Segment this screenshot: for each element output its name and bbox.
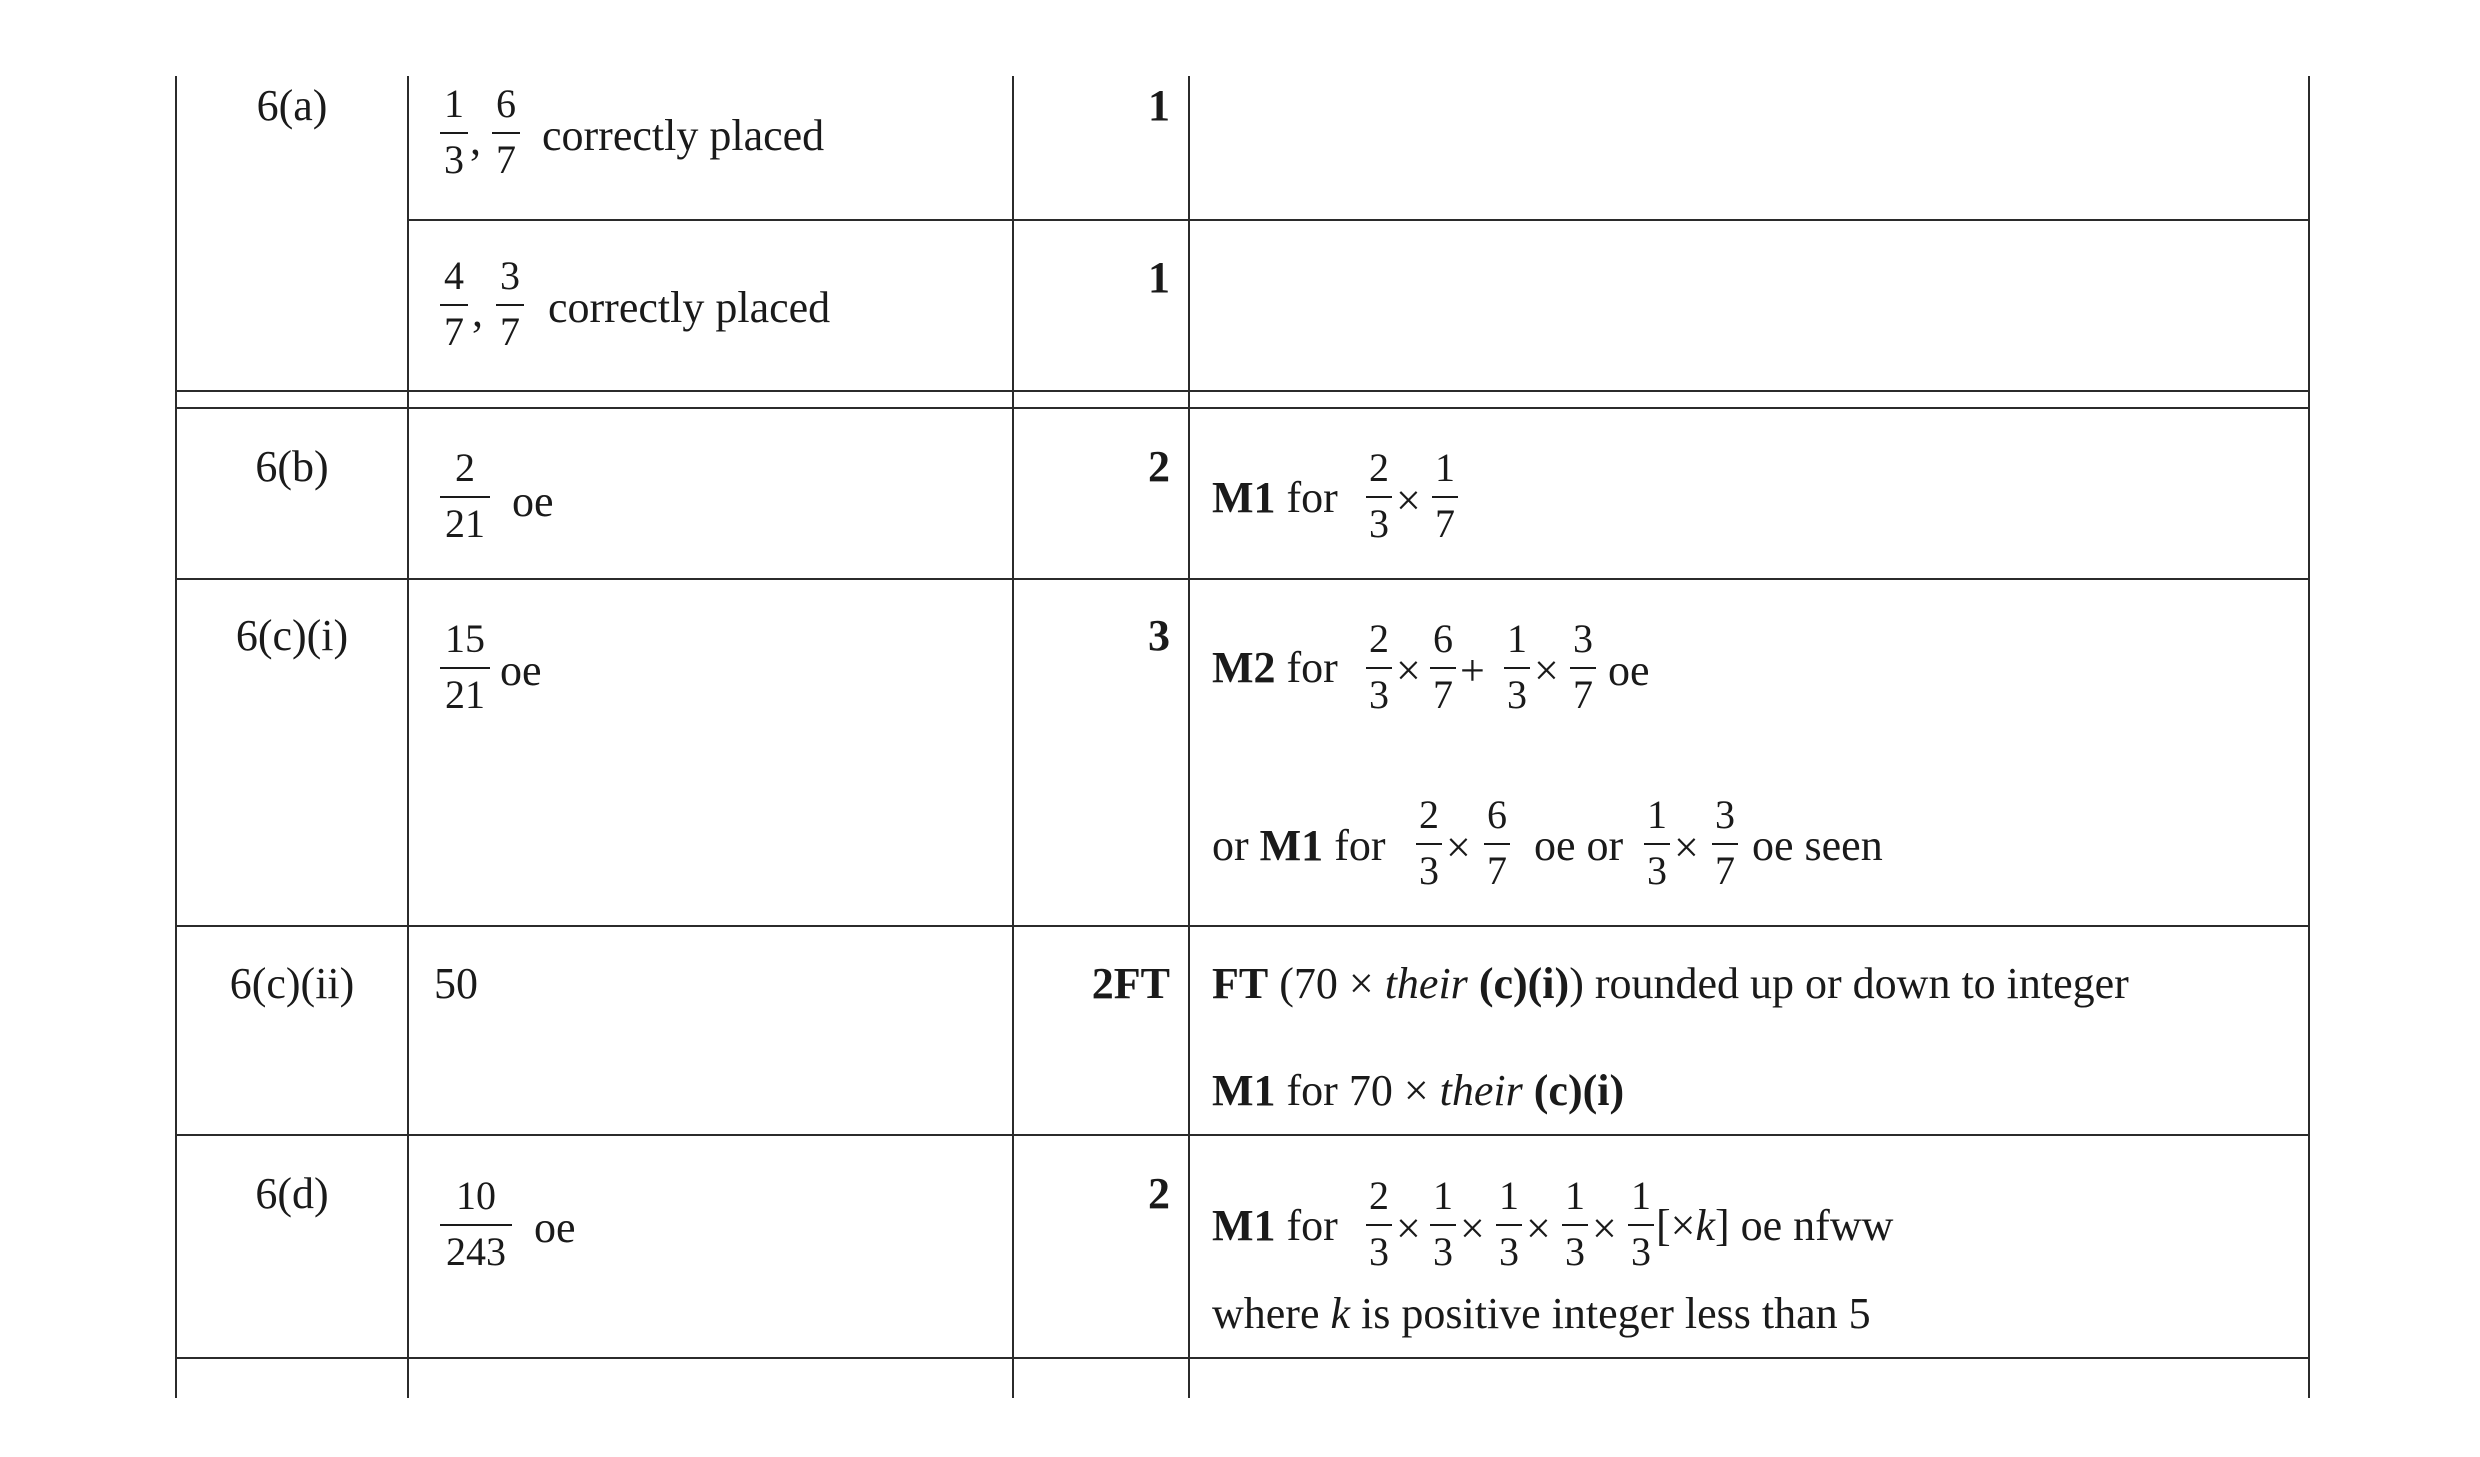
guidance-line-1: FT (70 × their (c)(i)) rounded up or down to integer xyxy=(1212,959,2129,1008)
fraction: 6 7 xyxy=(1484,795,1510,891)
answer: 50 xyxy=(434,959,478,1008)
operator: × xyxy=(1592,1204,1617,1253)
fraction: 6 7 xyxy=(492,84,520,180)
guidance-middle: oe or xyxy=(1534,821,1624,870)
operator: × xyxy=(1396,1204,1421,1253)
answer-text: correctly placed xyxy=(548,283,831,332)
fraction: 2 3 xyxy=(1366,1176,1392,1272)
fraction: 3 7 xyxy=(1712,795,1738,891)
fraction: 2 3 xyxy=(1366,619,1392,715)
fraction: 1 3 xyxy=(440,84,468,180)
operator: × xyxy=(1396,646,1421,695)
mark: 2FT xyxy=(1091,959,1170,1008)
fraction: 15 21 xyxy=(440,619,490,715)
grid-line xyxy=(175,1357,2310,1359)
fraction: 3 7 xyxy=(1570,619,1596,715)
grid-line xyxy=(175,925,2310,927)
fraction: 1 3 xyxy=(1562,1176,1588,1272)
fraction: 1 3 xyxy=(1496,1176,1522,1272)
guidance-line-2: where k is positive integer less than 5 xyxy=(1212,1289,1871,1338)
operator: × xyxy=(1674,823,1699,872)
guidance-line-2: M1 for 70 × their (c)(i) xyxy=(1212,1066,1625,1115)
guidance-bracket: [×k] oe nfww xyxy=(1656,1201,1894,1250)
grid-line xyxy=(175,1134,2310,1136)
mark: 2 xyxy=(1148,1169,1170,1218)
fraction: 6 7 xyxy=(1430,619,1456,715)
operator: × xyxy=(1396,476,1421,525)
operator: × xyxy=(1534,646,1559,695)
answer-suffix: oe xyxy=(534,1203,576,1252)
question-number: 6(c)(ii) xyxy=(229,959,355,1008)
grid-line xyxy=(175,390,2310,392)
fraction: 2 21 xyxy=(440,448,490,544)
answer-suffix: oe xyxy=(500,646,542,695)
operator: + xyxy=(1460,646,1485,695)
fraction: 10 243 xyxy=(440,1176,512,1272)
mark: 3 xyxy=(1148,611,1170,660)
question-number: 6(a) xyxy=(256,81,328,130)
fraction: 4 7 xyxy=(440,256,468,352)
mark: 1 xyxy=(1148,81,1170,130)
grid-line xyxy=(175,578,2310,580)
operator: × xyxy=(1446,823,1471,872)
grid-line xyxy=(407,219,2310,221)
fraction: 2 3 xyxy=(1416,795,1442,891)
separator: , xyxy=(472,287,483,336)
answer-text: correctly placed xyxy=(542,111,825,160)
operator: × xyxy=(1460,1204,1485,1253)
question-number: 6(c)(i) xyxy=(235,611,349,660)
fraction: 1 3 xyxy=(1430,1176,1456,1272)
operator: × xyxy=(1526,1204,1551,1253)
mark: 2 xyxy=(1148,442,1170,491)
mark: 1 xyxy=(1148,253,1170,302)
grid-line xyxy=(175,407,2310,409)
guidance-suffix: oe xyxy=(1608,646,1650,695)
separator: , xyxy=(470,115,481,164)
answer-suffix: oe xyxy=(512,477,554,526)
guidance-label: M1 for xyxy=(1212,473,1338,522)
question-number: 6(b) xyxy=(255,442,329,491)
question-number: 6(d) xyxy=(255,1169,329,1218)
guidance-suffix: oe seen xyxy=(1752,821,1883,870)
fraction: 1 3 xyxy=(1644,795,1670,891)
grid-line xyxy=(1188,76,1190,1398)
fraction: 1 7 xyxy=(1432,448,1458,544)
fraction: 2 3 xyxy=(1366,448,1392,544)
guidance-label: M2 for xyxy=(1212,643,1338,692)
fraction: 1 3 xyxy=(1628,1176,1654,1272)
fraction: 1 3 xyxy=(1504,619,1530,715)
grid-line xyxy=(2308,76,2310,1398)
guidance-label: M1 for xyxy=(1212,1201,1338,1250)
fraction: 3 7 xyxy=(496,256,524,352)
guidance-label: or M1 for xyxy=(1212,821,1386,870)
